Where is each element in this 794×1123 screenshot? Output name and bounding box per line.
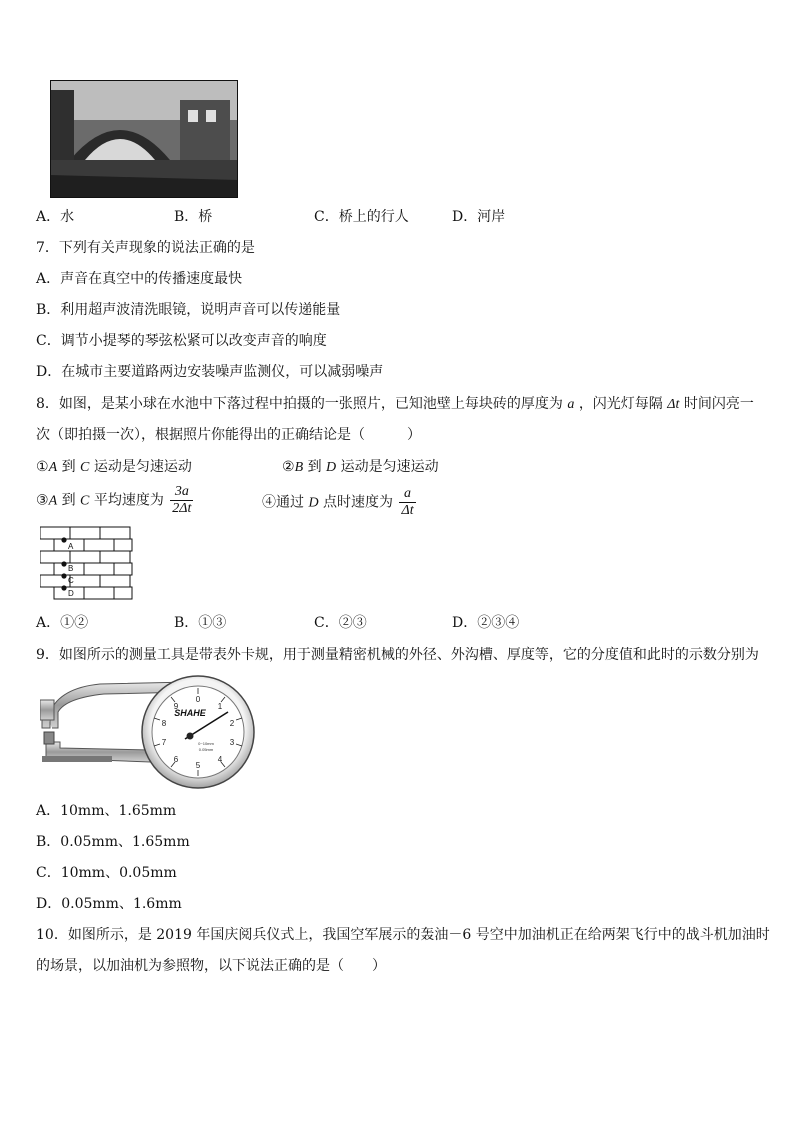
q8-statement-1: ①A 到 C 运动是匀速运动 (36, 459, 192, 475)
dial-number-0: 0 (195, 695, 201, 704)
ball-position-c (61, 573, 66, 578)
q9-option-a: A．10mm、1.65mm (36, 803, 177, 819)
q9-option-d: D．0.05mm、1.6mm (36, 896, 182, 912)
dial-number-4: 4 (217, 755, 223, 764)
label-b: B (68, 564, 74, 573)
brick-wall-figure (40, 526, 134, 604)
q8-statement-3: ③A 到 C 平均速度为 $\frac{3a}{2\Delta t}$ (36, 484, 192, 516)
q7-option-a: A．声音在真空中的传播速度最快 (36, 271, 243, 287)
dial-number-2: 2 (229, 719, 235, 728)
gauge-range: 0~10mm (198, 741, 214, 746)
dial-number-5: 5 (195, 761, 201, 770)
label-d: D (68, 589, 74, 598)
q8-statement-4: ④通过 D 点时速度为 $\frac{a}{\Delta t}$ (262, 486, 414, 518)
dial-number-8: 8 (161, 719, 167, 728)
q9-option-b: B．0.05mm、1.65mm (36, 834, 190, 850)
dial-number-6: 6 (173, 755, 179, 764)
q10-stem-line2: 的场景，以加油机为参照物，以下说法正确的是（ ） (36, 958, 386, 974)
q8-stem-line1: 8．如图，是某小球在水池中下落过程中拍摄的一张照片，已知池壁上每块砖的厚度为 a ，闪光灯每隔 Δt 时间闪亮一 (36, 396, 754, 412)
q10-stem-line1: 10．如图所示，是 2019 年国庆阅兵仪式上，我国空军展示的轰油－6 号空中加油机正在给两架飞行中的战斗机加油时 (36, 927, 770, 943)
gauge-resolution: 0.05mm (198, 747, 214, 752)
fraction-3a-over-2dt: $\frac{3a}{2\Delta t}$ (172, 484, 192, 516)
label-c: C (68, 576, 74, 585)
dial-caliper-figure (40, 668, 266, 790)
gauge-brand: SHAHE (174, 708, 206, 718)
q8-stem-line2: 次（即拍摄一次），根据照片你能得出的正确结论是（ ） (36, 427, 421, 443)
q8-statement-2: ②B 到 D 运动是匀速运动 (282, 459, 439, 475)
label-a: A (68, 542, 74, 551)
dial-number-3: 3 (229, 738, 235, 747)
fraction-a-over-dt: $\frac{a}{\Delta t}$ (401, 486, 414, 518)
q8-option-d: D．②③④ (452, 615, 520, 631)
q8-option-b: B．①③ (174, 615, 227, 631)
ball-position-b (61, 561, 66, 566)
q9-stem: 9．如图所示的测量工具是带表外卡规，用于测量精密机械的外径、外沟槽、厚度等，它的分度值和此时的示数分别为 (36, 647, 759, 663)
q7-option-d: D．在城市主要道路两边安装噪声监测仪，可以减弱噪声 (36, 364, 384, 380)
dial-number-7: 7 (161, 738, 167, 747)
q7-stem: 7．下列有关声现象的说法正确的是 (36, 240, 255, 256)
dial-number-9: 9 (173, 702, 179, 711)
q9-option-c: C．10mm、0.05mm (36, 865, 177, 881)
ball-position-a (61, 537, 66, 542)
q8-option-a: A．①② (36, 615, 89, 631)
ball-position-d (61, 585, 66, 590)
dial-number-1: 1 (217, 702, 223, 711)
q7-option-b: B．利用超声波清洗眼镜，说明声音可以传递能量 (36, 302, 341, 318)
q6-option-b: B．桥 (174, 209, 213, 225)
q6-option-a: A．水 (36, 209, 75, 225)
q6-option-d: D．河岸 (452, 209, 506, 225)
bridge-photo (50, 80, 238, 198)
q7-option-c: C．调节小提琴的琴弦松紧可以改变声音的响度 (36, 333, 327, 349)
var-a: a (567, 397, 575, 412)
q8-option-c: C．②③ (314, 615, 367, 631)
var-delta-t: Δt (667, 397, 680, 412)
q6-option-c: C．桥上的行人 (314, 209, 409, 225)
